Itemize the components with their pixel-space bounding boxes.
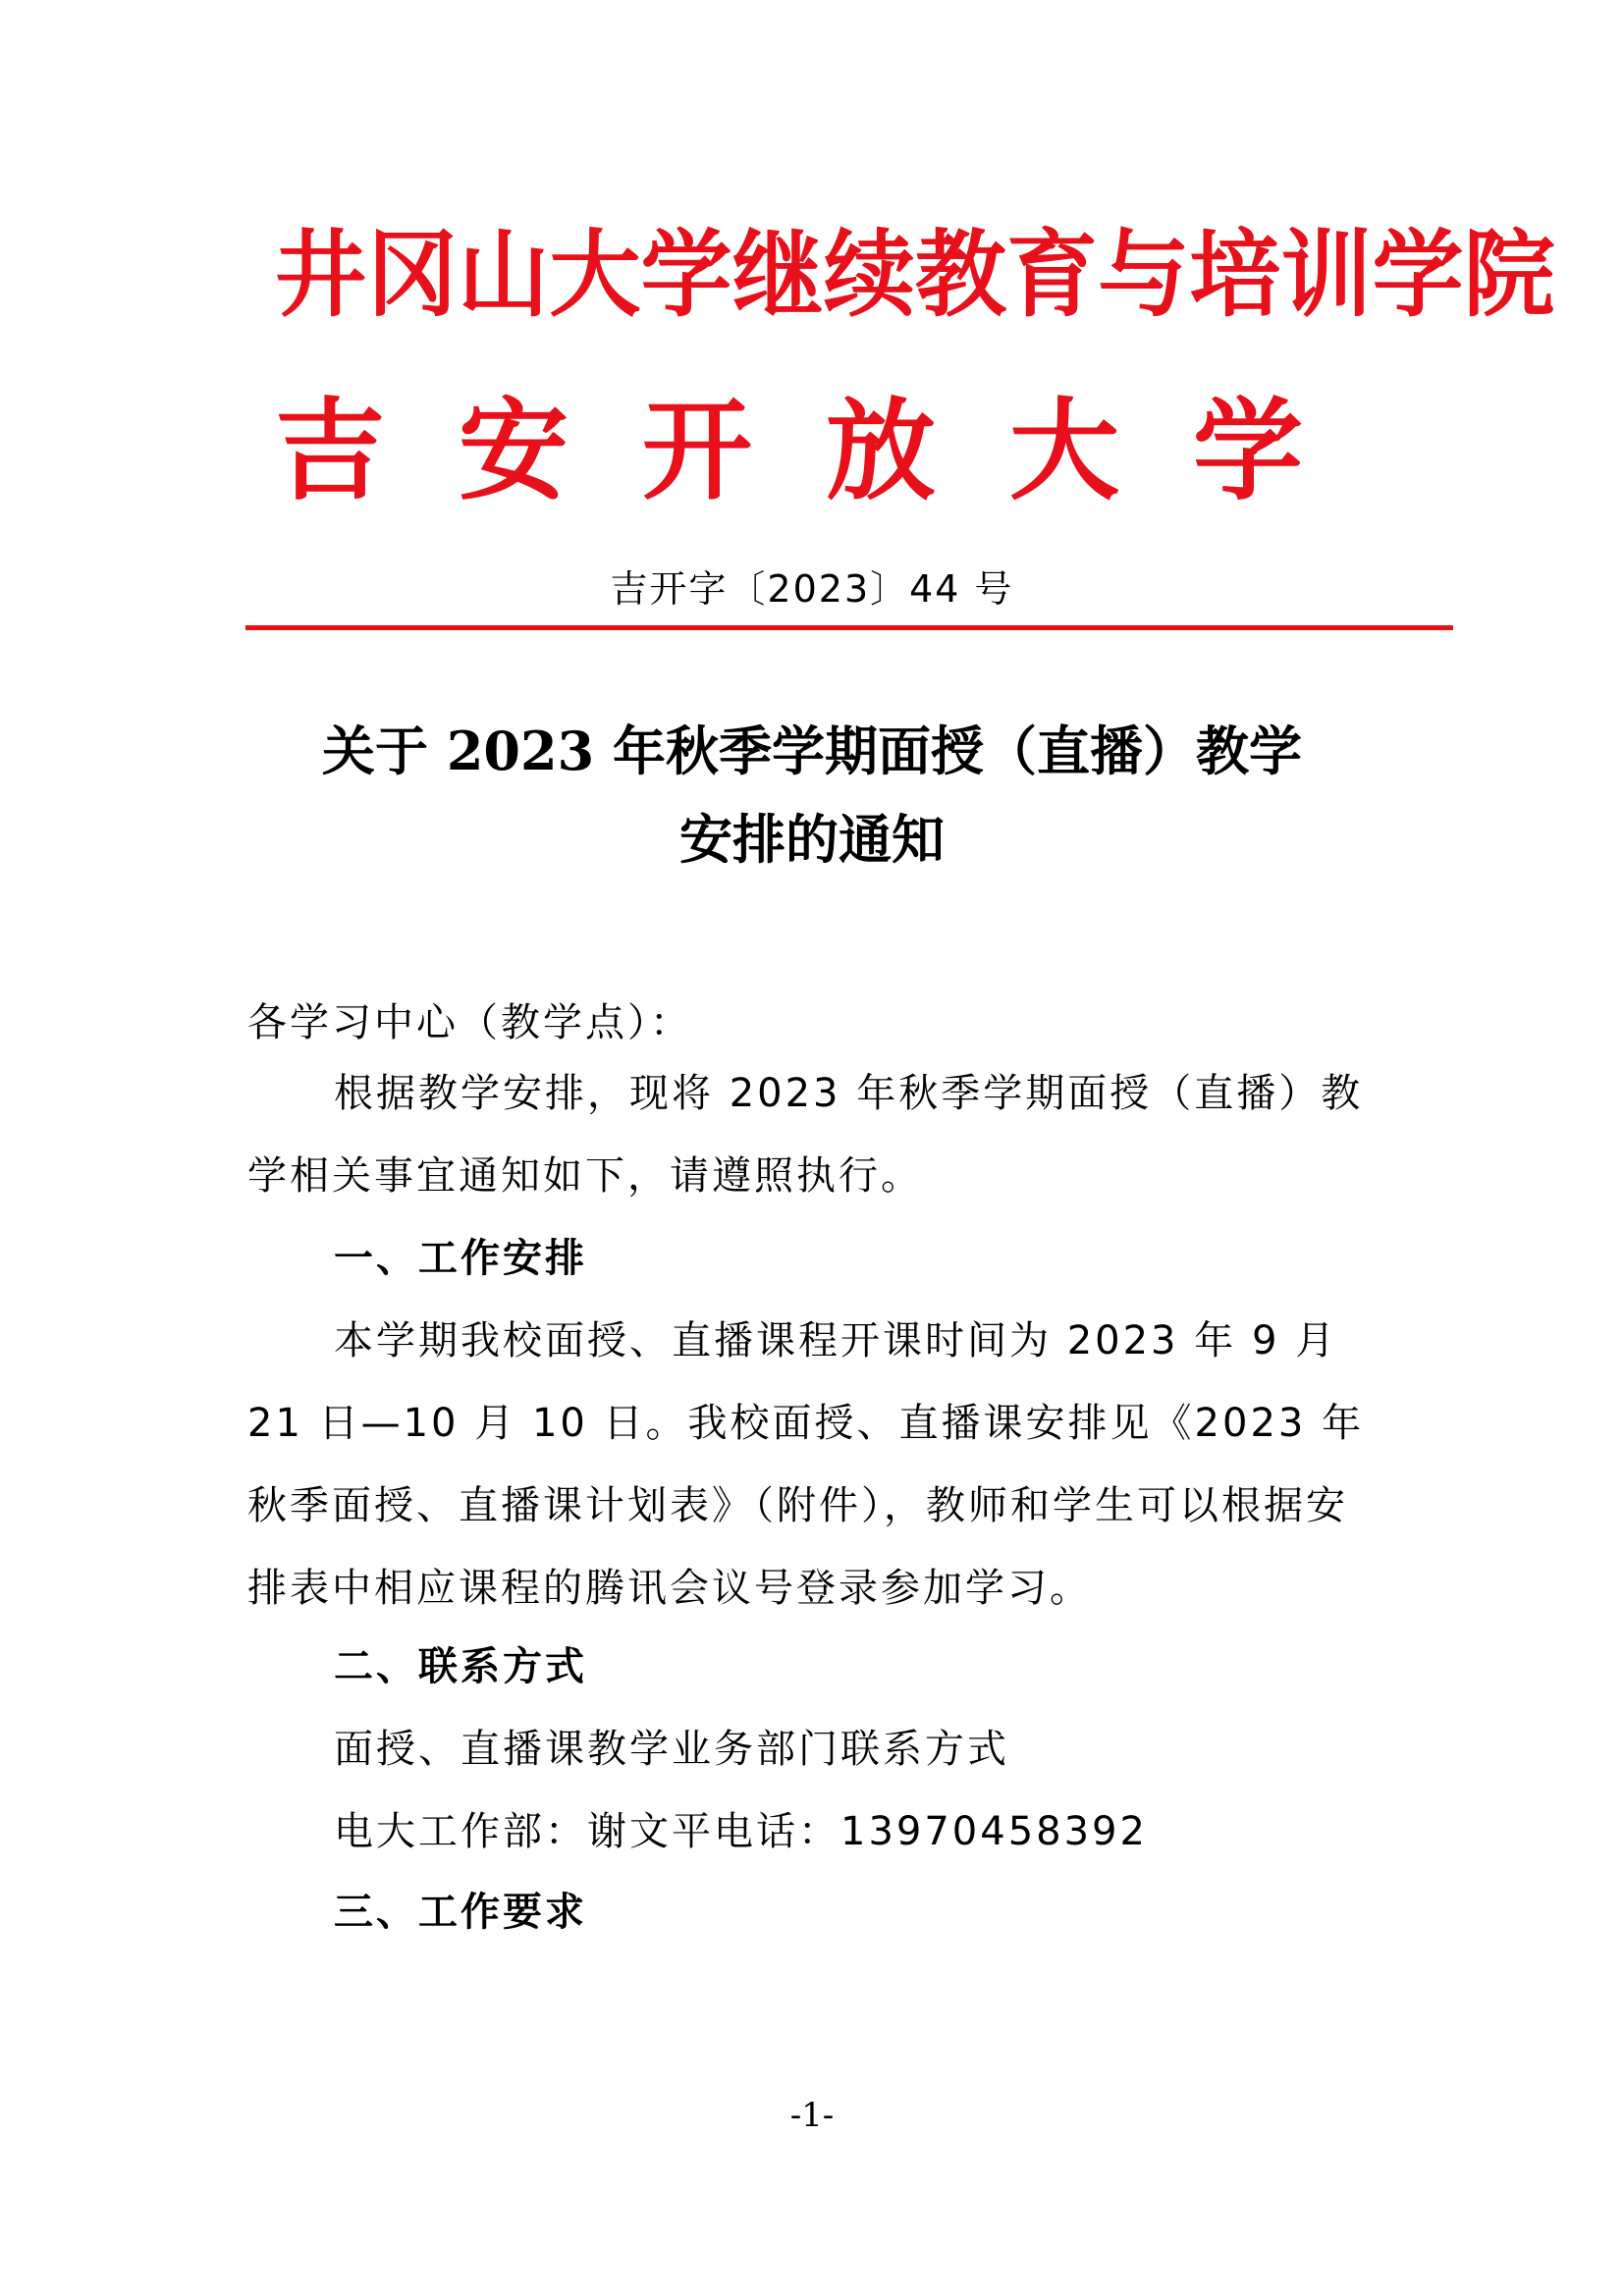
document-title bbox=[0, 707, 1624, 883]
red-divider-line bbox=[245, 625, 1453, 630]
section-heading-work-requirements: 三、工作要求 bbox=[334, 1890, 587, 1935]
org-name-line2: 吉安开放大学 bbox=[275, 387, 1377, 515]
contact-department-line: 面授、直播课教学业务部门联系方式 bbox=[334, 1727, 1009, 1772]
title-line1: 关于 2023 年秋季学期面授（直播）教学 bbox=[322, 720, 1302, 782]
document-number: 吉开字〔2023〕44 号 bbox=[610, 567, 1014, 611]
work-arrangement-paragraph: 本学期我校面授、直播课程开课时间为 2023 年 9 月 21 日—10 月 10 日。我校面授、直播课安排见《2023 年秋季面授、直播课计划表》（附件），教师和学生可以根据安排表中相应课程的腾讯会议号登录参加学习。 bbox=[247, 1318, 1365, 1611]
org-name-line1: 井冈山大学继续教育与培训学院 bbox=[275, 219, 1555, 330]
page-number: -1- bbox=[789, 2096, 835, 2135]
title-line2: 安排的通知 bbox=[679, 808, 945, 871]
section-heading-contact: 二、联系方式 bbox=[334, 1644, 587, 1689]
contact-phone-line: 电大工作部：谢文平电话：13970458392 bbox=[334, 1809, 1148, 1854]
section-heading-work-arrangement: 一、工作安排 bbox=[334, 1236, 587, 1281]
intro-paragraph: 根据教学安排，现将 2023 年秋季学期面授（直播）教学相关事宜通知如下，请遵照执行。 bbox=[247, 1071, 1364, 1199]
salutation: 各学习中心（教学点）： bbox=[247, 1000, 692, 1045]
